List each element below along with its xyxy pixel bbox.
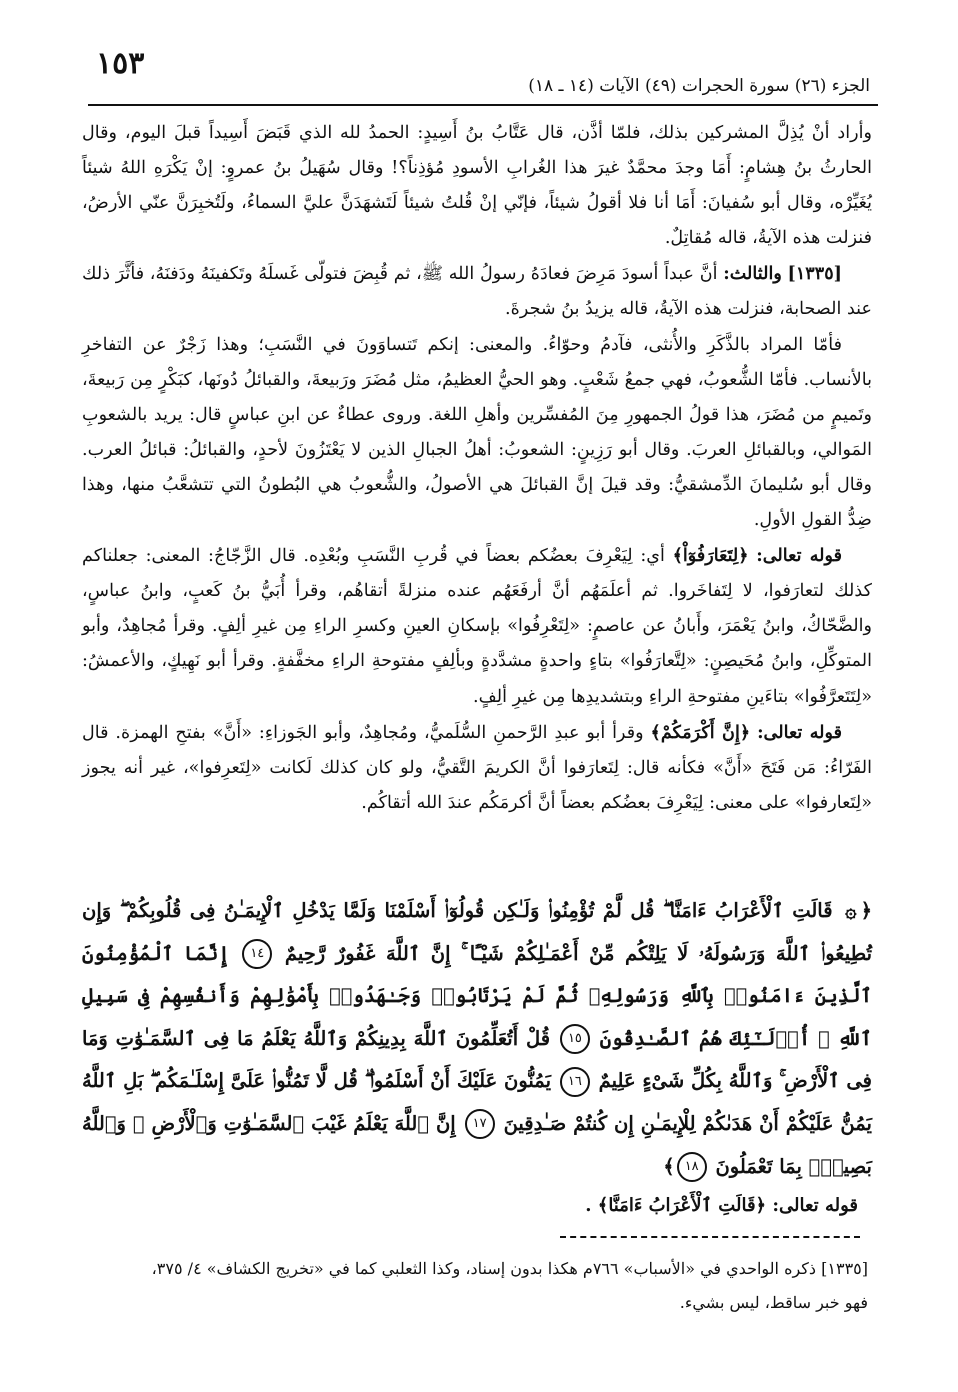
quran-verses: [82, 890, 872, 1188]
tafsir-start: [585, 1195, 858, 1216]
ayah-number-15: ١٥: [560, 1024, 590, 1054]
body-text: [82, 116, 872, 821]
paragraph-text: أي: لِيَعْرِفَ بعضُكم بعضاً في قُربِ النَّسَبِ وبُعْدِه. قال الزَّجّاجُ: المعنى: جعلناكم كذلك لتعارَفوا، لا لِتَفاخَروا. ثم أعلَمَهُم أنَّ أرفَعَهُم عنده منزلةً أتقاهُم، وقرأ أُبَيُّ بنُ كَعبٍ، وابنُ عباسٍ، والضَّحّاكُ، وابنُ يَعْمَرَ، وأَبانُ عن عاصمٍ: «لِتَعْرِفُوا» بإسكانِ العينِ وكسرِ الراءِ مِن غيرِ ألِفٍ. وقرأ مُجاهِدٌ، وأبو المتوكِّلِ، وابنُ مُحَيصِنٍ: «لِتَّعارَفُوا» بتاءٍ واحدةٍ مشدَّدةٍ وبألِفٍ مفتوحةِ الراءِ مخفَّفةٍ. وقرأ أبو نَهِيكٍ، والأعمشُ: «لِتَتَعرَّفُوا» بتاءَينِ مفتوحةِ الراءِ وبتشديدِها مِن غيرِ ألِفٍ.: [82, 546, 872, 707]
footnotes: [82, 1252, 868, 1320]
quran-close-bracket: ﴾: [663, 1154, 675, 1178]
hadith-lead: والثالث:: [723, 263, 782, 285]
tafsir-quote: ﴿قَالَتِ ٱلْأَعْرَابُ ءَامَنَّا﴾: [597, 1195, 767, 1216]
footnote-1335: [١٣٣٥] ذكره الواحدي في «الأسباب» ٧٦٦م هكذا بدون إسناد، وكذا الثعلبي كما في «تخريج الكشاف» ٤/ ٣٧٥،: [151, 1259, 868, 1278]
tafsir-end: .: [585, 1195, 592, 1216]
ayah-17: يَمُنُّونَ عَلَيْكَ أَنْ أَسْلَمُوا۟ ۖ قُل لَّا تَمُنُّوا۟ عَلَىَّ إِسْلَـٰمَكُم ۖ بَلِ ٱللَّهُ يَمُنُّ عَلَيْكُمْ أَنْ هَدَىٰكُمْ لِلْإِيمَـٰنِ إِن كُنتُمْ صَـٰدِقِينَ: [82, 1069, 872, 1135]
hadith-text: أنَّ عبداً أسودَ مَرِضَ فعادَهُ رسولُ الله ﷺ، ثم قُبِضَ فتولّى غَسلَهُ وتَكفينَهُ ودَفنَهُ، فأثَّرَ ذلك عند الصحابة، فنزلت هذه الآيةُ، قاله يزيدُ بنُ شجرةَ.: [82, 264, 872, 320]
header-rule: [88, 104, 878, 106]
paragraph-intro: وأراد أنْ يُذِلَّ المشركين بذلك، فلمّا أذَّن، قال عَتَّابُ بنُ أَسِيدٍ: الحمدُ لله الذي قَبَضَ أَسِيداً قبلَ اليوم، وقال الحارثُ بنُ هِشامٍ: أَمَا وجدَ محمَّدٌ غيرَ هذا الغُرابِ الأسودِ مُؤذِناً؟! وقال سُهَيلُ بنُ عمروٍ: إنْ يَكْرَهِ اللهُ شيئاً يُغَيِّرْه، وقال أبو سُفيانَ: أَمَا أنا فلا أقولُ شيئاً، فإنّي إنْ قُلتُ شيئاً لَتَشهَدَنَّ عليَّ السماءُ، ولَتُخبِرَنَّ عنّي الأرضُ، فنزلت هذه الآيةُ، قاله مُقاتِلٌ.: [82, 123, 872, 249]
ayah-number-14: ١٤: [242, 939, 272, 969]
footnote-rule: [560, 1236, 860, 1238]
hadith-1335: [82, 256, 872, 327]
paragraph-litaarafu: [82, 538, 872, 714]
quran-open-bracket: ﴿: [860, 899, 872, 922]
hadith-number: [١٣٣٥]: [787, 263, 842, 285]
ayah-number-18: ١٨: [677, 1152, 707, 1182]
ayah-number-16: ١٦: [560, 1067, 590, 1097]
quran-quote: ﴿إِنَّ أَكْرَمَكُمْ﴾: [650, 721, 751, 743]
ayah-14: قَالَتِ ٱلْأَعْرَابُ ءَامَنَّا ۖ قُل لَّمْ تُؤْمِنُوا۟ وَلَـٰكِن قُولُوٓا۟ أَسْلَمْنَا وَلَمَّا يَدْخُلِ ٱلْإِيمَـٰنُ فِى قُلُوبِكُمْ ۖ وَإِن تُطِيعُوا۟ ٱللَّهَ وَرَسُولَهُۥ لَا يَلِتْكُم مِّنْ أَعْمَـٰلِكُمْ شَيْـًٔا ۚ إِنَّ ٱللَّهَ غَفُورٌ رَّحِيمٌ: [82, 899, 872, 965]
rub-el-hizb-icon: ۞: [845, 899, 857, 922]
footnote-1335-continued: فهو خبر ساقط، ليس بشيء.: [679, 1293, 868, 1312]
paragraph-lead: قوله تعالى:: [756, 545, 843, 567]
ayah-number-17: ١٧: [465, 1109, 495, 1139]
ayah-18: إِنَّ ٱللَّهَ يَعْلَمُ غَيْبَ ٱلسَّمَـٰوَٰتِ وَٱلْأَرْضِ ۚ وَٱللَّهُ بَصِيرٌۢ بِمَا تَعْمَلُونَ: [82, 1111, 872, 1178]
paragraph-akramakum: [82, 715, 872, 821]
page-number: ١٥٣: [96, 46, 145, 81]
running-header: الجزء (٢٦) سورة الحجرات (٤٩) الآيات (١٤ ـ ١٨): [528, 76, 870, 96]
ayah-15: إِنَّمَا ٱلْمُؤْمِنُونَ ٱلَّذِينَ ءَامَنُوا۟ بِٱللَّهِ وَرَسُولِهِۦ ثُمَّ لَمْ يَرْتَابُوا۟ وَجَـٰهَدُوا۟ بِأَمْوَٰلِهِمْ وَأَنفُسِهِمْ فِى سَبِيلِ ٱللَّهِ ۚ أُو۟لَـٰٓئِكَ هُمُ ٱلصَّـٰدِقُونَ: [82, 941, 872, 1050]
quran-quote: ﴿لِتَعَارَفُوٓاْ﴾: [672, 545, 749, 567]
paragraph-lead: قوله تعالى:: [757, 721, 843, 743]
paragraph-text: وقرأ أبو عبدِ الرَّحمنِ السُّلَميُّ، ومُجاهِدٌ، وأبو الجَوزاءِ: «أَنَّ» بفتحِ الهمزة. قال الفَرّاءُ: مَن فَتَحَ «أَنَّ» فكأنه قال: لِتَعارَفوا أنَّ الكريمَ التَّقيُّ، ولو كان كذلك لَكانت «لِتَعرِفوا»، غير أنه يجوز «لِتَعارفوا» على معنى: لِيَعْرِفَ بعضُكم بعضاً أنَّ أكرمَكُم عندَ الله أتقاكُم.: [82, 722, 872, 813]
paragraph-shuub: فأمّا المراد بالذَّكَرِ والأُنثى، فآدمُ وحوّاءُ. والمعنى: إنكم تَتساوَونَ في النَّسَبِ؛ وهذا زَجْرٌ عن التفاخرِ بالأنساب. فأمّا الشُّعوبُ، فهي جمعُ شَعْبٍ. وهو الحيُّ العظيمُ، مثل مُضَرَ ورَبيعةَ، والقبائلُ دُونَها، كبَكْرٍ مِن رَبيعةَ، وتَميمٍ من مُضَرَ، هذا قولُ الجمهورِ مِنَ المُفسِّرين وأهلِ اللغة. وروى عطاءٌ عن ابنِ عباسٍ قال: يريد بالشعوبِ المَوالي، وبالقبائلِ العربَ. وقال أبو رَزِينٍ: الشعوبُ: أهلُ الجبالِ الذين لا يَعْتَزُونَ لأحدٍ، والقبائلُ: قبائلُ العرب. وقال أبو سُليمانَ الدِّمشقيُّ: وقد قيلَ إنَّ القبائلَ هي الأصولُ، والشُّعوبُ هي البُطونُ التي تتشعَّبُ منها، وهذا ضِدُّ القولِ الأولِ.: [82, 334, 872, 531]
tafsir-lead: قوله تعالى:: [772, 1195, 858, 1216]
ayah-16: قُلْ أَتُعَلِّمُونَ ٱللَّهَ بِدِينِكُمْ وَٱللَّهُ يَعْلَمُ مَا فِى ٱلسَّمَـٰوَٰتِ وَمَا فِى ٱلْأَرْضِ ۚ وَٱللَّهُ بِكُلِّ شَىْءٍ عَلِيمٌ: [82, 1026, 873, 1093]
